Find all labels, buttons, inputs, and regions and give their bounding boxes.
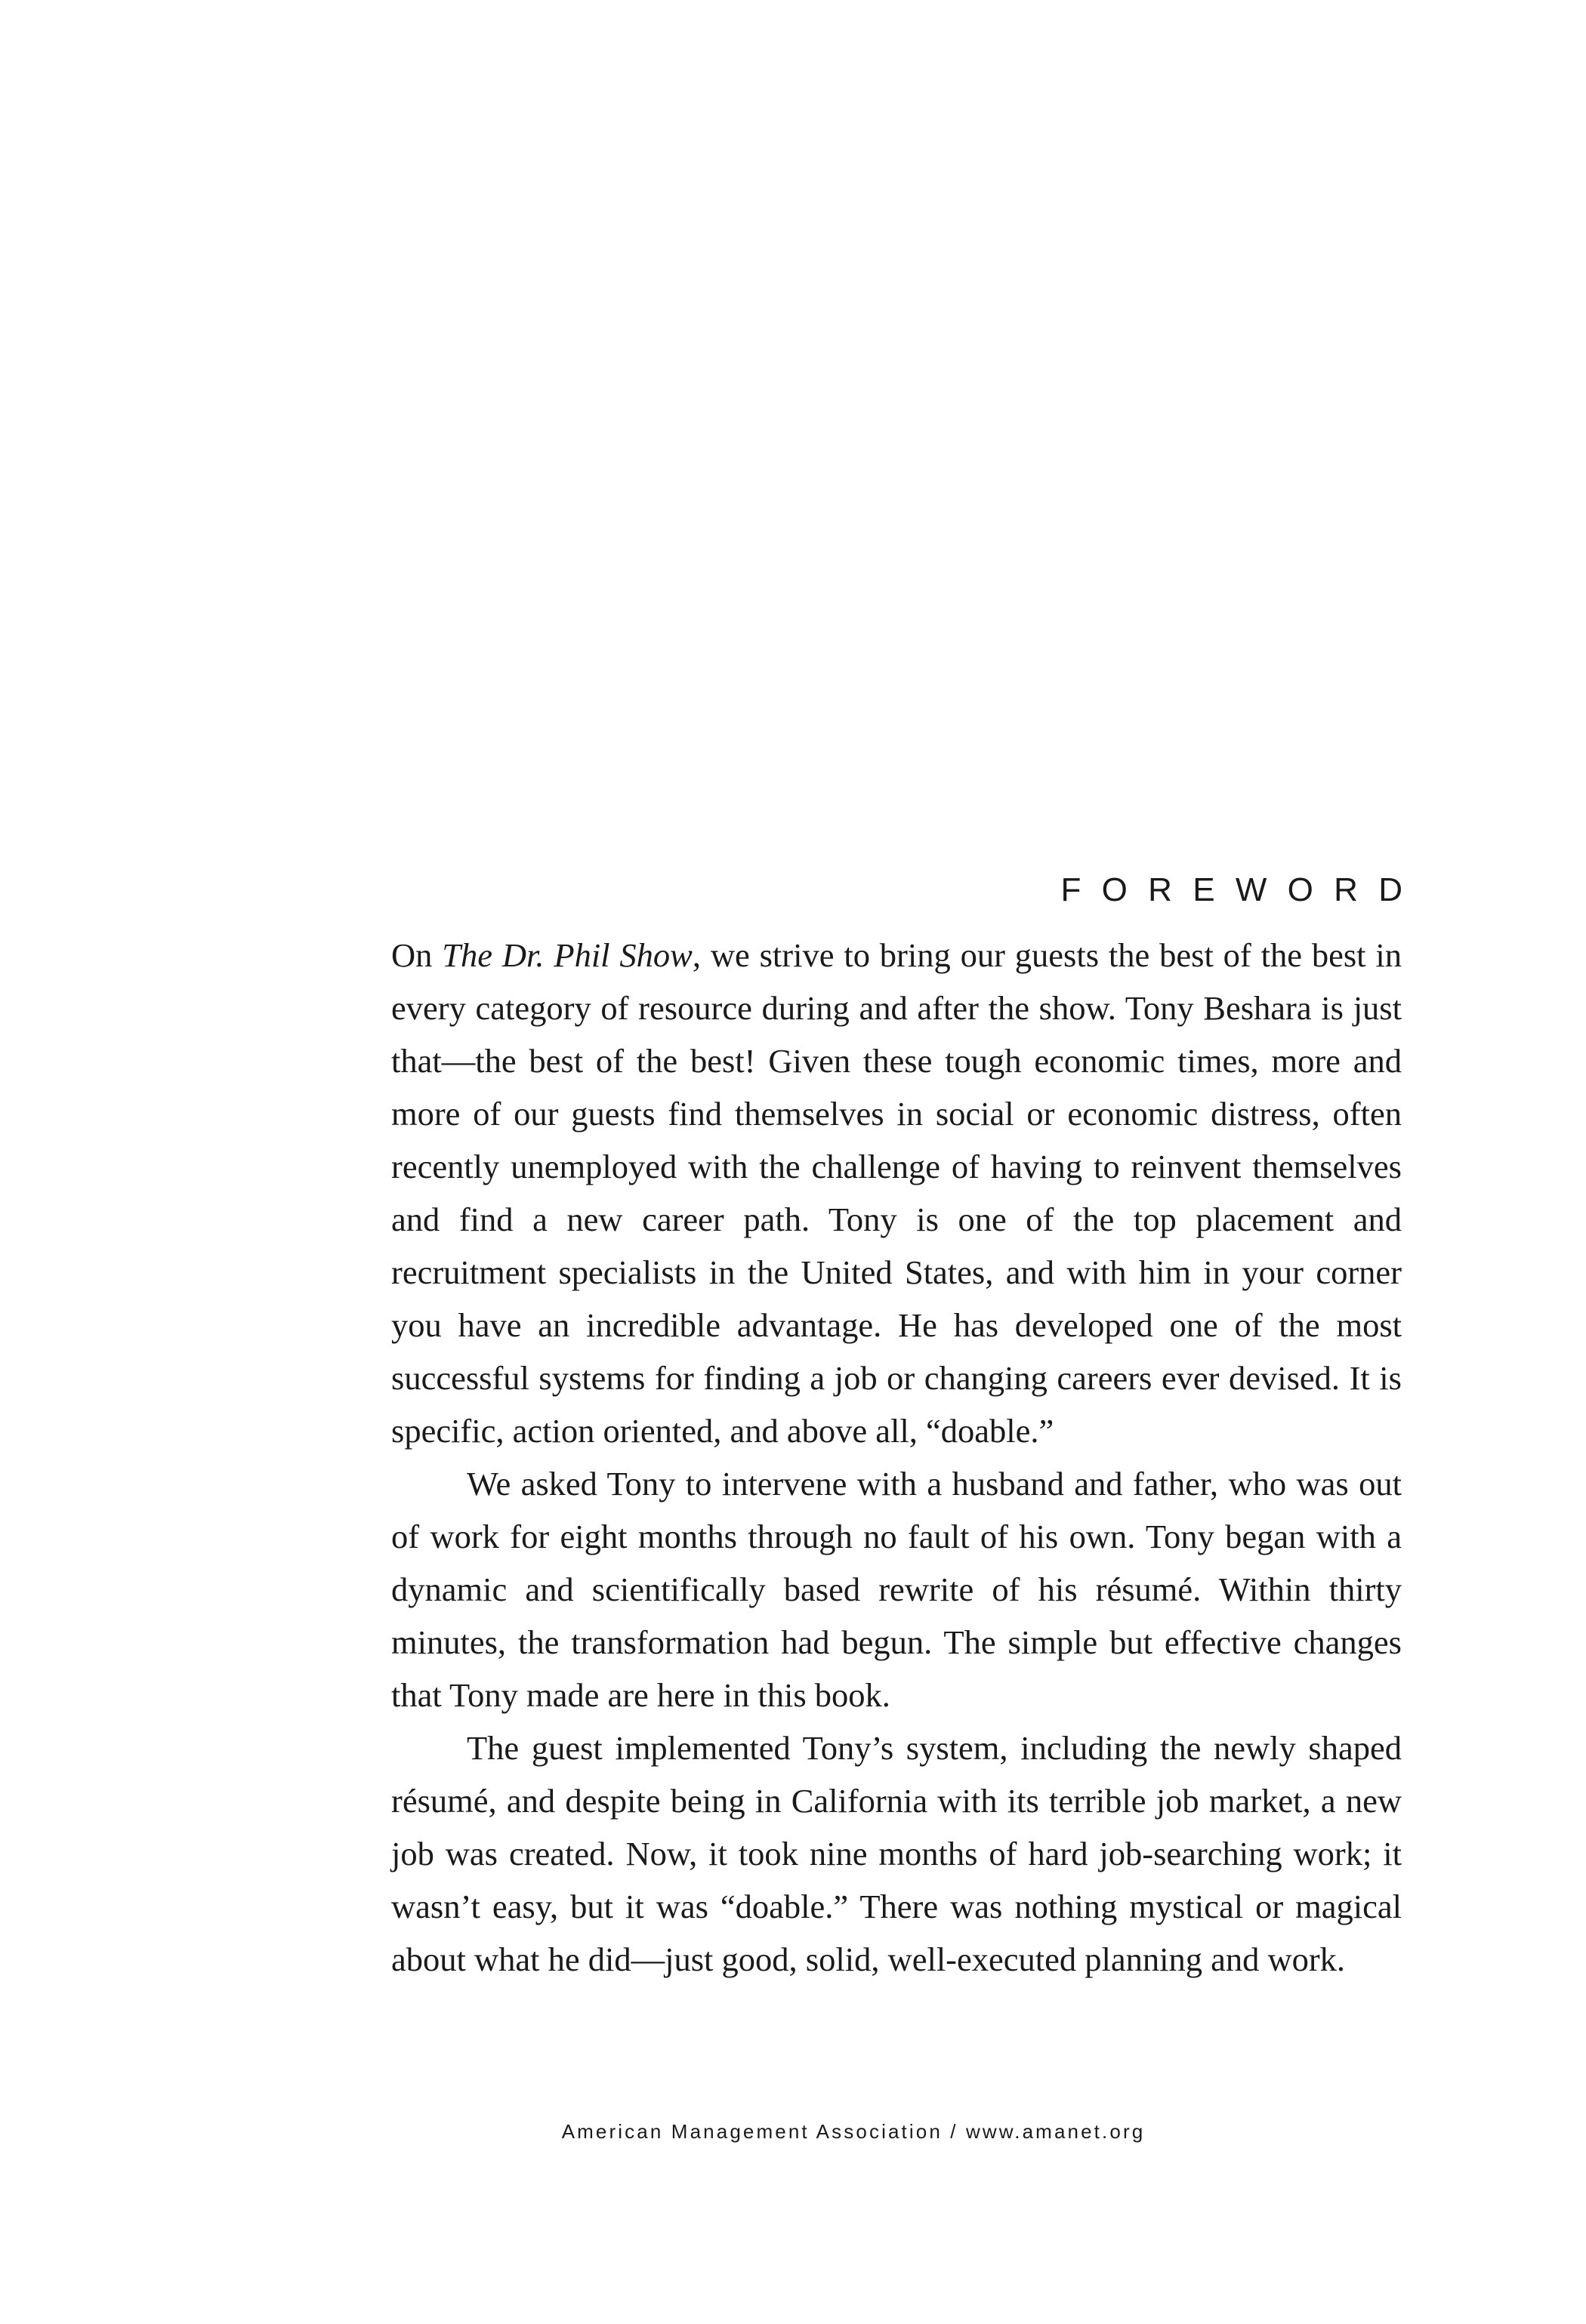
page-footer — [0, 2120, 1586, 2144]
show-title: The Dr. Phil Show — [442, 936, 693, 974]
body-text — [391, 929, 1402, 1986]
footer-text: American Management Association / www.amanet.org — [561, 2120, 1146, 2143]
paragraph-3: The guest implemented Tony’s system, including the newly shaped résumé, and despite being in California with its terrible job market, a new job was created. Now, it took nine months of hard job-searching work; it wasn’t easy, but it was “doable.” There was nothing mystical or magical about what he did—just good, solid, well-executed planning and work. — [391, 1729, 1402, 1978]
paragraph-1-text: , we strive to bring our guests the best of the best in every category of resource during and after the show. Tony Beshara is just that—the best of the best! Given these tough economic times, more and more of our guests find themselves in social or economic distress, often recently unemployed with the challenge of having to reinvent themselves and find a new career path. Tony is one of the top placement and recruitment specialists in the United States, and with him in your corner you have an incredible advantage. He has developed one of the most successful systems for finding a job or changing careers ever devised. It is specific, action oriented, and above all, “doable.” — [391, 936, 1402, 1450]
paragraph-2: We asked Tony to intervene with a husband and father, who was out of work for eight months through no fault of his own. Tony began with a dynamic and scientifically based rewrite of his résumé. Within thirty minutes, the transformation had begun. The simple but effective changes that Tony made are here in this book. — [391, 1465, 1402, 1714]
chapter-heading: FOREWORD — [1060, 871, 1424, 909]
paragraph-1 — [391, 929, 1402, 1457]
paragraph-1-prefix: On — [391, 936, 443, 974]
